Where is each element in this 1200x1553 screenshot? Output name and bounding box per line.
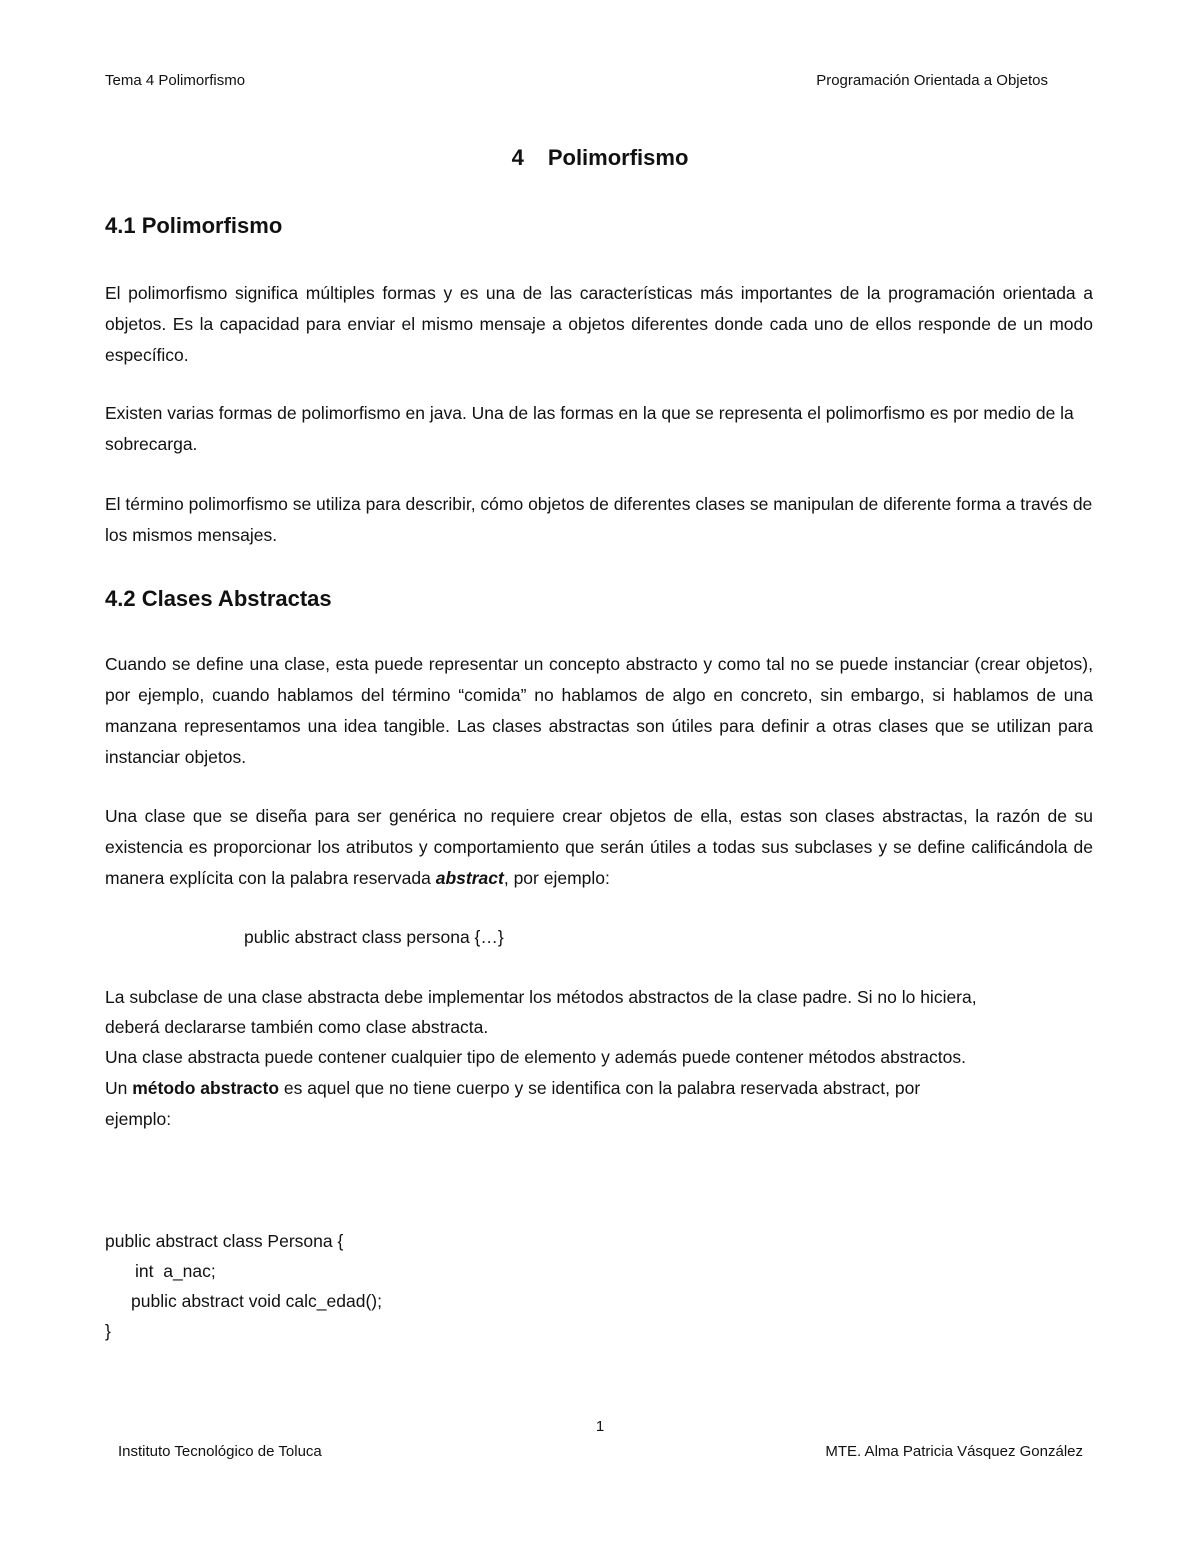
header-left: Tema 4 Polimorfismo xyxy=(105,72,246,89)
paragraph-generic-class xyxy=(105,801,1093,894)
paragraph-abstract-concept: Cuando se define una clase, esta puede representar un concepto abstracto y como tal no se puede instanciar (crear objetos), por ejemplo, cuando hablamos del término “comida” no hablamos de algo en concreto, sin embargo, si hablamos de una manzana representamos una idea tangible. Las clases abstractas son útiles para definir a otras clases que se utilizan para instanciar objetos. xyxy=(105,654,1093,767)
chapter-number: 4 xyxy=(511,145,524,170)
paragraph-term: El término polimorfismo se utiliza para describir, cómo objetos de diferentes clases se manipulan de diferente forma a través de los mismos mensajes. xyxy=(105,494,1093,545)
section-title-clases-abstractas: 4.2 Clases Abstractas xyxy=(105,586,332,611)
subclass-line-5: ejemplo: xyxy=(105,1109,172,1129)
subclass-line-1: La subclase de una clase abstracta debe implementar los métodos abstractos de la clase padre. Si no lo hiciera, xyxy=(105,987,977,1007)
footer-institution: Instituto Tecnológico de Toluca xyxy=(118,1443,322,1460)
chapter-name: Polimorfismo xyxy=(547,145,689,170)
code-line-1: public abstract class Persona { xyxy=(105,1231,344,1251)
subclass-line-4-pre: Un xyxy=(105,1078,133,1098)
generic-class-text: Una clase que se diseña para ser genérica no requiere crear objetos de ella, estas son clases abstractas, la razón de su existencia es proporcionar los atributos y comportamiento que serán útiles a todas sus subclases y se define calificándola de manera explícita con la palabra reservada xyxy=(105,806,1093,888)
subclass-line-2: deberá declararse también como clase abstracta. xyxy=(105,1017,489,1037)
abstract-keyword: abstract xyxy=(435,868,504,888)
code-line-3: public abstract void calc_edad(); xyxy=(131,1291,382,1311)
subclass-line-4 xyxy=(105,1073,920,1104)
example-declaration: public abstract class persona {…} xyxy=(244,927,504,947)
subclass-line-4-post: es aquel que no tiene cuerpo y se identifica con la palabra reservada abstract, por xyxy=(279,1078,921,1098)
chapter-title xyxy=(0,145,1200,171)
code-line-4: } xyxy=(105,1321,111,1341)
abstract-method-term: método abstracto xyxy=(132,1078,280,1098)
paragraph-forms: Existen varias formas de polimorfismo en java. Una de las formas en la que se representa el polimorfismo es por medio de la sobrecarga. xyxy=(105,403,1074,454)
section-title-polimorfismo: 4.1 Polimorfismo xyxy=(105,213,283,238)
footer-author: MTE. Alma Patricia Vásquez González xyxy=(825,1443,1083,1460)
subclass-line-3: Una clase abstracta puede contener cualquier tipo de elemento y además puede contener métodos abstractos. xyxy=(105,1047,966,1067)
generic-class-text-end: , por ejemplo: xyxy=(503,868,610,888)
header-right: Programación Orientada a Objetos xyxy=(816,72,1048,89)
page-number: 1 xyxy=(595,1418,605,1435)
paragraph-definition: El polimorfismo significa múltiples formas y es una de las características más importantes de la programación orientada a objetos. Es la capacidad para enviar el mismo mensaje a objetos diferentes donde cada uno de ellos responde de un modo específico. xyxy=(105,283,1093,365)
code-line-2: int a_nac; xyxy=(135,1261,216,1281)
